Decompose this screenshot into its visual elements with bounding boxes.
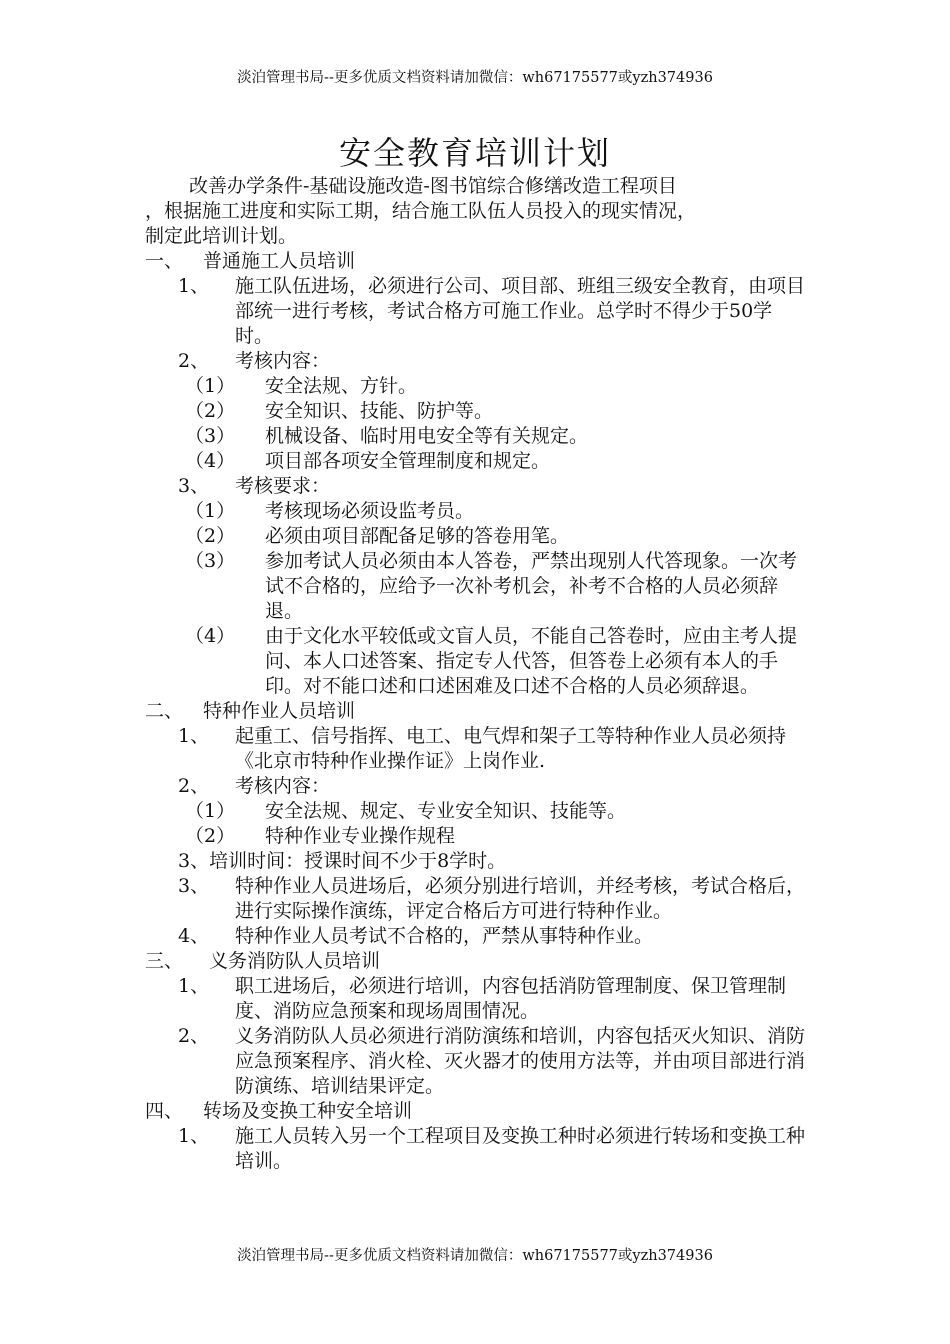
section-heading: [145, 249, 825, 274]
item-number: （1）: [185, 500, 236, 522]
item-number: 2、: [178, 775, 210, 797]
item-number: （3）: [185, 550, 236, 572]
list-item: [145, 974, 825, 1024]
item-text: 特种作业人员进场后，必须分别进行培训，并经考核，考试合格后，进行实际操作演练，评定合格后方可进行特种作业。: [235, 875, 806, 922]
item-text: 考核现场必须设监考员。: [265, 500, 475, 522]
sub-list-item: [145, 399, 825, 424]
item-text: 起重工、信号指挥、电工、电气焊和架子工等特种作业人员必须持《北京市特种作业操作证》上岗作业.: [235, 725, 787, 772]
intro-line-3: 制定此培训计划。: [145, 225, 298, 247]
item-number: 1、: [178, 725, 210, 747]
section-number: 三、: [145, 950, 184, 972]
intro-line-2: ，根据施工进度和实际工期，结合施工队伍人员投入的现实情况，: [145, 200, 697, 222]
item-number: 3、: [178, 475, 210, 497]
item-number: 1、: [178, 275, 210, 297]
list-item: [145, 774, 825, 799]
document-title: 安全教育培训计划: [338, 134, 611, 172]
item-text: 安全法规、规定、专业安全知识、技能等。: [265, 800, 627, 822]
sub-list-item: [145, 624, 825, 699]
item-number: 1、: [178, 975, 210, 997]
item-number: 2、: [178, 1025, 210, 1047]
section-heading: [145, 949, 825, 974]
sub-list-item: [145, 824, 825, 849]
item-number: （2）: [185, 400, 236, 422]
item-text: 义务消防队人员必须进行消防演练和培训，内容包括灭火知识、消防应急预案程序、消火栓、灭火器才的使用方法等，并由项目部进行消防演练、培训结果评定。: [235, 1025, 806, 1097]
item-text: 由于文化水平较低或文盲人员，不能自己答卷时，应由主考人提问、本人口述答案、指定专人代答，但答卷上必须有本人的手印。对不能口述和口述困难及口述不合格的人员必须辞退。: [265, 625, 798, 697]
section-number: 一、: [145, 250, 184, 272]
sub-list-item: [145, 374, 825, 399]
page-footer: 淡泊管理书局--更多优质文档资料请加微信：wh67175577或yzh374936: [237, 1248, 713, 1264]
item-text: 参加考试人员必须由本人答卷，严禁出现别人代答现象。一次考试不合格的，应给予一次补考机会，补考不合格的人员必须辞退。: [265, 550, 798, 622]
list-item: [145, 874, 825, 924]
page-header: 淡泊管理书局--更多优质文档资料请加微信：wh67175577或yzh374936: [237, 70, 713, 86]
section-heading: [145, 699, 825, 724]
item-text: 机械设备、临时用电安全等有关规定。: [265, 425, 589, 447]
item-text: 安全法规、方针。: [265, 375, 418, 397]
section-title: 义务消防队人员培训: [209, 950, 381, 972]
sub-list-item: [145, 449, 825, 474]
sections-container: [145, 249, 825, 1174]
sub-list-item: [145, 549, 825, 624]
item-text: 特种作业人员考试不合格的，严禁从事特种作业。: [235, 925, 654, 947]
item-text: 项目部各项安全管理制度和规定。: [265, 450, 551, 472]
list-item: [145, 1124, 825, 1174]
item-number: 2、: [178, 350, 210, 372]
list-item: [145, 924, 825, 949]
item-number: （2）: [185, 525, 236, 547]
list-item: [145, 474, 825, 499]
section-title: 特种作业人员培训: [203, 700, 356, 722]
item-text: 施工队伍进场，必须进行公司、项目部、班组三级安全教育，由项目部统一进行考核，考试合格方可施工作业。总学时不得少于50学时。: [235, 275, 806, 347]
sub-list-item: [145, 524, 825, 549]
item-number: （1）: [185, 800, 236, 822]
item-text: 考核内容：: [235, 350, 331, 372]
list-item: [145, 724, 825, 774]
item-text: 考核要求：: [235, 475, 331, 497]
sub-list-item: [145, 799, 825, 824]
item-number: 3、: [178, 875, 210, 897]
section-number: 二、: [145, 700, 184, 722]
item-text: 特种作业专业操作规程: [265, 825, 456, 847]
item-number: （2）: [185, 825, 236, 847]
list-item: [145, 349, 825, 374]
document-body: [145, 174, 825, 1174]
list-item: [145, 274, 825, 349]
item-number: （4）: [185, 450, 236, 472]
section-number: 四、: [145, 1100, 184, 1122]
item-text: 职工进场后，必须进行培训，内容包括消防管理制度、保卫管理制度、消防应急预案和现场周围情况。: [235, 975, 787, 1022]
item-number: （1）: [185, 375, 236, 397]
item-text: 考核内容：: [235, 775, 331, 797]
section-title: 普通施工人员培训: [203, 250, 356, 272]
list-item: 3、培训时间：授课时间不少于8学时。: [178, 850, 507, 872]
item-text: 必须由项目部配备足够的答卷用笔。: [265, 525, 570, 547]
item-number: （4）: [185, 625, 236, 647]
item-number: 1、: [178, 1125, 210, 1147]
item-number: 4、: [178, 925, 210, 947]
item-text: 安全知识、技能、防护等。: [265, 400, 494, 422]
sub-list-item: [145, 499, 825, 524]
intro-line-1: 改善办学条件-基础设施改造-图书馆综合修缮改造工程项目: [189, 175, 677, 197]
list-item: [145, 1024, 825, 1099]
section-title: 转场及变换工种安全培训: [203, 1100, 413, 1122]
sub-list-item: [145, 424, 825, 449]
item-text: 施工人员转入另一个工程项目及变换工种时必须进行转场和变换工种培训。: [235, 1125, 806, 1172]
item-number: （3）: [185, 425, 236, 447]
section-heading: [145, 1099, 825, 1124]
